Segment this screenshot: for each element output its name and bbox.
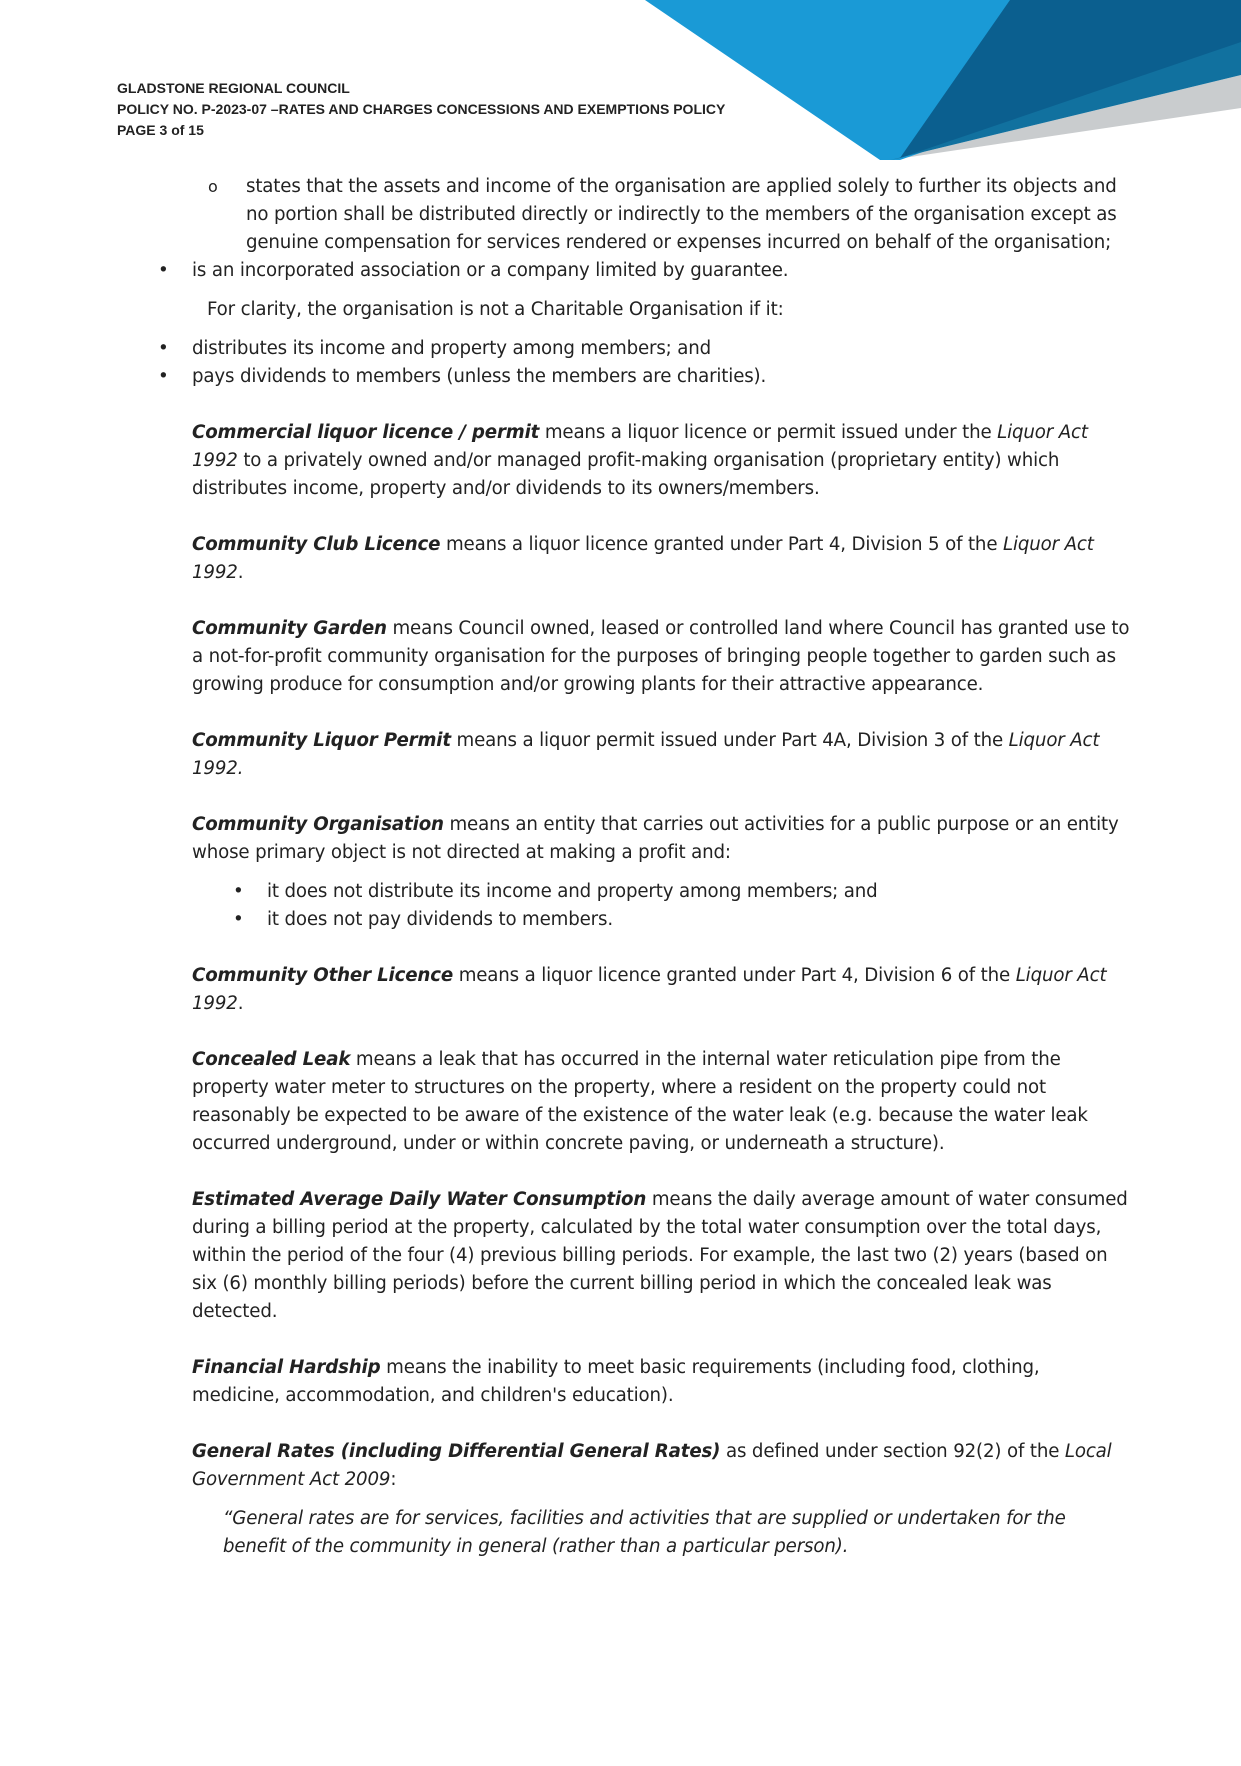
definition-community-garden: Community Garden means Council owned, leased or controlled land where Council has granted use to a not-for-profit community organisation for the purposes of bringing people together to garden such as growing produce for consumption and/or growing plants for their attractive appearance. — [192, 618, 1130, 695]
bullet-icon: • — [233, 909, 244, 930]
definition-water-consumption: Estimated Average Daily Water Consumption means the daily average amount of water consumed during a billing period at the property, calculated by the total water consumption over the total days, within the period of the four (4) previous billing periods. For example, the last two (2) years (based on six (6) monthly billing periods) before the current billing period in which the concealed leak was detected. — [192, 1189, 1128, 1322]
bullet-icon: • — [158, 366, 169, 387]
definition-community-other-licence: Community Other Licence means a liquor licence granted under Part 4, Division 6 of the Liquor Act 1992. — [192, 965, 1107, 1014]
definition-community-liquor-permit: Community Liquor Permit means a liquor permit issued under Part 4A, Division 3 of the Liquor Act 1992. — [192, 730, 1100, 779]
document-body — [158, 173, 1132, 1561]
general-rates-quote: “General rates are for services, facilities and activities that are supplied or undertaken for the benefit of the community in general (rather than a particular person). — [223, 1508, 1066, 1557]
bullet-item: • it does not distribute its income and property among members; and — [192, 878, 1132, 906]
bullet-icon: • — [233, 881, 244, 902]
page-number: PAGE 3 of 15 — [117, 122, 204, 138]
definition-commercial-liquor: Commercial liquor licence / permit means a liquor licence or permit issued under the Liquor Act 1992 to a privately owned and/or managed profit-making organisation (proprietary entity) which distributes income, property and/or dividends to its owners/members. — [192, 422, 1088, 499]
hollow-circle-bullet-icon: o — [208, 177, 218, 196]
definition-community-club-licence: Community Club Licence means a liquor licence granted under Part 4, Division 5 of the Liquor Act 1992. — [192, 534, 1094, 583]
document-header — [117, 78, 725, 141]
sub-bullet-item: o states that the assets and income of the organisation are applied solely to further its objects and no portion shall be distributed directly or indirectly to the members of the organisation except as genuine compensation for services rendered or expenses incurred on behalf of the organisation; — [133, 173, 1132, 257]
definition-community-organisation: Community Organisation means an entity that carries out activities for a public purpose or an entity whose primary object is not directed at making a profit and: — [192, 814, 1119, 863]
clarity-note: For clarity, the organisation is not a Charitable Organisation if it: — [207, 299, 784, 320]
definition-concealed-leak: Concealed Leak means a leak that has occurred in the internal water reticulation pipe from the property water meter to structures on the property, where a resident on the property could not reasonably be expected to be aware of the existence of the water leak (e.g. because the water leak occurred underground, under or within concrete paving, or underneath a structure). — [192, 1049, 1088, 1154]
bullet-icon: • — [158, 338, 169, 359]
definition-financial-hardship: Financial Hardship means the inability to meet basic requirements (including food, clothing, medicine, accommodation, and children's education). — [192, 1357, 1040, 1406]
council-name: GLADSTONE REGIONAL COUNCIL — [117, 80, 350, 96]
bullet-icon: • — [158, 260, 169, 281]
definition-general-rates: General Rates (including Differential General Rates) as defined under section 92(2) of the Local Government Act 2009: — [192, 1441, 1112, 1490]
bullet-item: • is an incorporated association or a company limited by guarantee. — [133, 257, 1132, 285]
bullet-item: • it does not pay dividends to members. — [192, 906, 1132, 934]
bullet-item: • distributes its income and property among members; and — [133, 335, 1132, 363]
policy-title: POLICY NO. P-2023-07 –RATES AND CHARGES CONCESSIONS AND EXEMPTIONS POLICY — [117, 101, 726, 117]
bullet-item: • pays dividends to members (unless the members are charities). — [133, 363, 1132, 391]
